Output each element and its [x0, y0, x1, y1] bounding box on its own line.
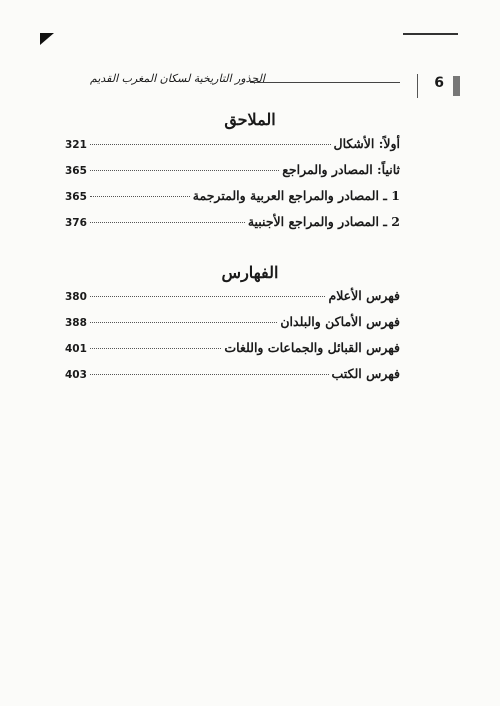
page-number: 6 — [434, 75, 444, 91]
page-marker-block — [453, 76, 460, 96]
toc-entry-page: 376 — [65, 217, 87, 229]
toc-entry-label: 2 ـ المصادر والمراجع الأجنبية — [247, 214, 400, 229]
toc-entry[interactable] — [65, 188, 400, 214]
page-header — [40, 70, 460, 100]
toc-entry-page: 401 — [65, 343, 87, 355]
running-head: الجذور التاريخية لسكان المغرب القديم — [90, 72, 265, 85]
toc-entry-label: فهرس الكتب — [331, 366, 400, 381]
top-rule — [403, 33, 458, 35]
toc-entry[interactable] — [65, 314, 400, 340]
toc-entry-page: 380 — [65, 291, 87, 303]
toc-entry-page: 365 — [65, 191, 87, 203]
toc-entry-label: فهرس الأعلام — [328, 288, 400, 303]
header-rule — [250, 82, 400, 83]
leader-dots — [90, 322, 277, 323]
toc-entry-page: 388 — [65, 317, 87, 329]
leader-dots — [90, 374, 329, 375]
toc-entry-page: 403 — [65, 369, 87, 381]
section-title-indexes: الفهارس — [221, 263, 279, 282]
toc-entry[interactable] — [65, 162, 400, 188]
toc-entry-label: ثانياً: المصادر والمراجع — [282, 162, 400, 177]
toc-entry[interactable] — [65, 366, 400, 392]
toc-entry-page: 365 — [65, 165, 87, 177]
leader-dots — [90, 348, 221, 349]
leader-dots — [90, 296, 326, 297]
toc-entry-label: أولاً: الأشكال — [333, 136, 400, 151]
toc-entry-label: فهرس الأماكن والبلدان — [280, 314, 400, 329]
toc-entry[interactable] — [65, 214, 400, 240]
toc-entry[interactable] — [65, 288, 400, 314]
section-title-appendices: الملاحق — [224, 110, 276, 129]
toc-appendices — [65, 136, 400, 240]
header-divider — [417, 74, 418, 98]
toc-entry-page: 321 — [65, 139, 87, 151]
leader-dots — [90, 170, 279, 171]
leader-dots — [90, 222, 245, 223]
leader-dots — [90, 144, 331, 145]
toc-indexes — [65, 288, 400, 392]
corner-mark — [40, 33, 54, 45]
toc-entry-label: 1 ـ المصادر والمراجع العربية والمترجمة — [192, 188, 400, 203]
toc-entry[interactable] — [65, 136, 400, 162]
toc-entry[interactable] — [65, 340, 400, 366]
leader-dots — [90, 196, 190, 197]
toc-entry-label: فهرس القبائل والجماعات واللغات — [224, 340, 400, 355]
